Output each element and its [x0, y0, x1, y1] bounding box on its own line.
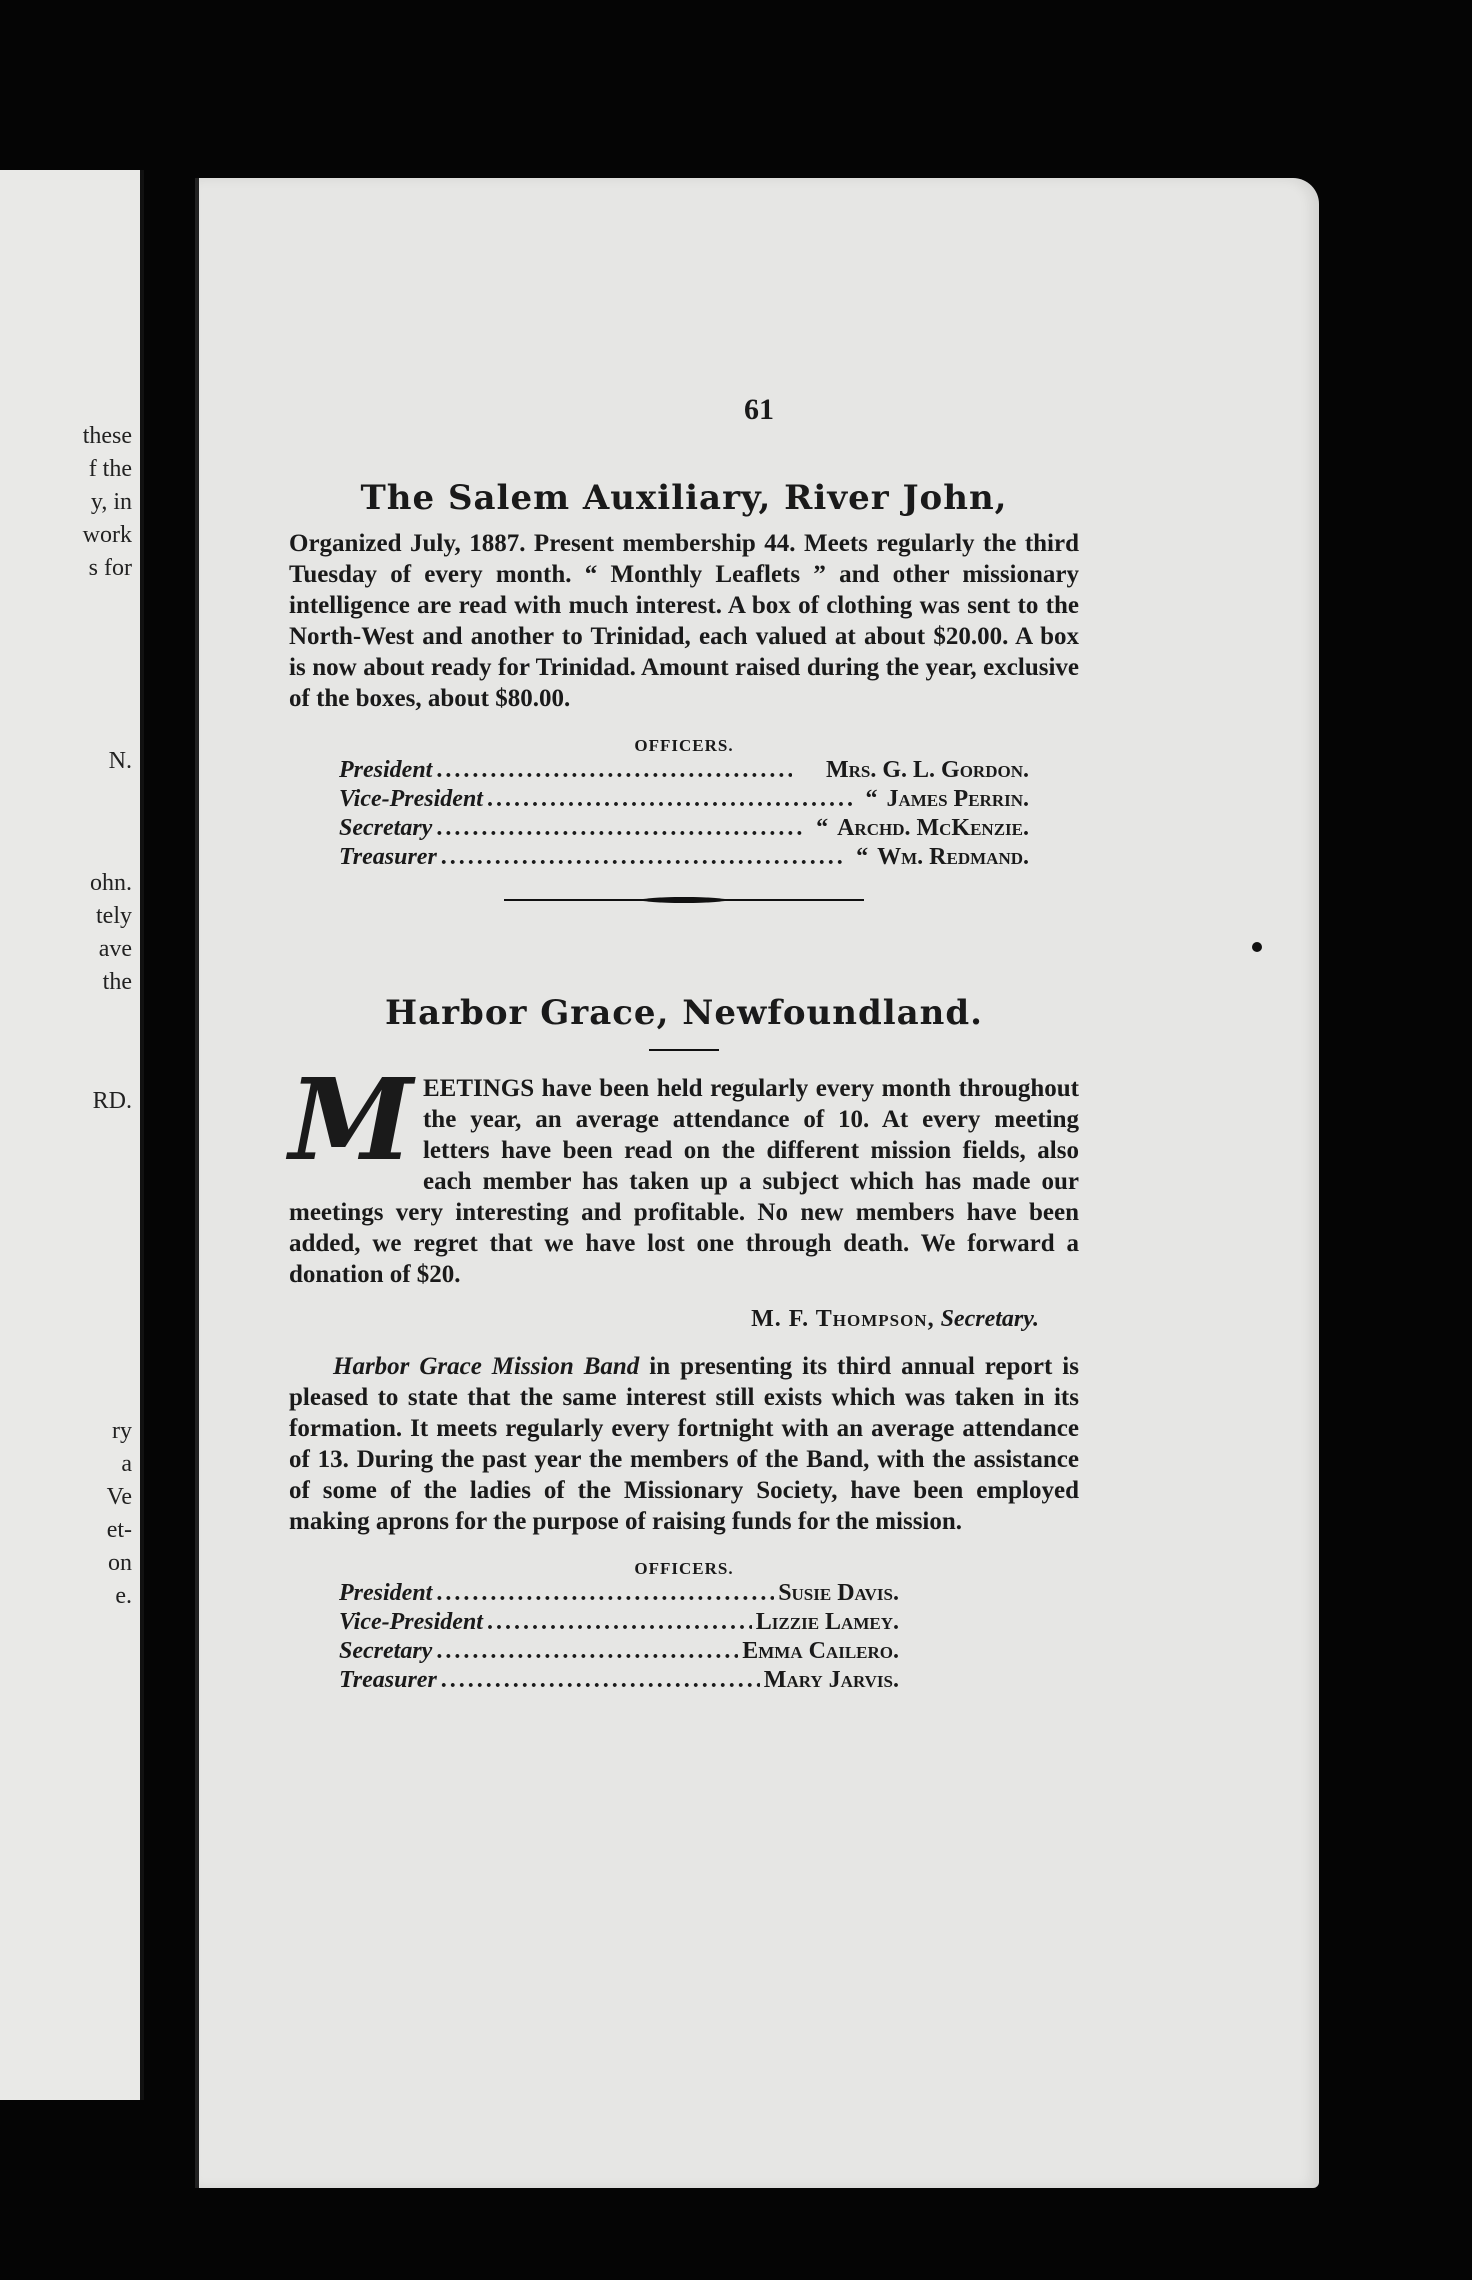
- drop-cap-letter: M: [289, 1055, 413, 1186]
- officer-row: [339, 785, 1029, 814]
- band-body: in presenting its third annual report is pleased to state that the same interest still exists which was taken in its formation. It meets regularly every fortnight with an average attendance of 13. During the past year the members of the Band, with the assistance of some of the ladies of the Missionary Society, have been employed making aprons for the purpose of raising funds for the mission.: [289, 1353, 1079, 1535]
- facing-text-fragment: et-: [106, 1517, 132, 1543]
- ink-speck: [1252, 942, 1262, 952]
- officer-row: [339, 1666, 899, 1695]
- leader-dots: [436, 1579, 774, 1608]
- officer-name: Susie Davis.: [778, 1580, 899, 1606]
- officers-heading: OFFICERS.: [634, 736, 734, 755]
- officers-list: [339, 756, 1029, 872]
- officer-name: James Perrin.: [886, 786, 1029, 812]
- facing-text-fragment: a: [121, 1451, 132, 1477]
- officer-name: Archd. McKenzie.: [837, 815, 1029, 841]
- facing-text-fragment: e.: [115, 1583, 132, 1609]
- title-rule: [649, 1049, 719, 1051]
- officer-name: Wm. Redmand.: [877, 844, 1029, 870]
- leader-dots: [487, 785, 852, 814]
- facing-text-fragment: ave: [98, 936, 132, 962]
- facing-text-fragment: y, in: [90, 489, 132, 515]
- leader-dots: [441, 843, 843, 872]
- page-number: 61: [744, 393, 774, 426]
- band-name: Harbor Grace Mission Band: [333, 1353, 640, 1380]
- officer-role: Secretary: [339, 1638, 433, 1664]
- facing-text-fragment: the: [102, 969, 132, 995]
- officer-role: Vice-President: [339, 786, 483, 812]
- officer-row: [339, 1637, 899, 1666]
- officer-name: Lizzie Lamey.: [755, 1609, 899, 1635]
- facing-text-fragment: N.: [108, 748, 132, 774]
- leader-dots: [436, 756, 792, 785]
- officers-heading: OFFICERS.: [634, 1559, 734, 1578]
- section-body: Organized July, 1887. Present membership 44. Meets regularly the third Tuesday of every month. “ Monthly Leaflets ” and other missionary intelligence are read with much interest. A box of clothing was sent to the North-West and another to Trinidad, each valued at about $20.00. A box is now about ready for Trinidad. Amount raised during the year, exclusive of the boxes, about $80.00.: [289, 530, 1079, 712]
- facing-text-fragment: s for: [88, 555, 132, 581]
- officer-role: Treasurer: [339, 1667, 437, 1693]
- facing-text-fragment: RD.: [92, 1088, 132, 1114]
- facing-text-fragment: work: [82, 522, 132, 548]
- mission-band-paragraph: [289, 1351, 1079, 1537]
- officer-name: Emma Cailero.: [742, 1638, 899, 1664]
- signature-name: M. F. Thompson,: [751, 1306, 935, 1332]
- harbor-grace-section: [289, 993, 1079, 1695]
- officer-role: President: [339, 757, 433, 783]
- ornamental-divider: [504, 898, 864, 902]
- officer-name: Mrs. G. L. Gordon.: [825, 757, 1029, 783]
- facing-text-fragment: tely: [96, 903, 132, 929]
- officer-role: Vice-President: [339, 1609, 483, 1635]
- leader-dots: [436, 1637, 738, 1666]
- officers-list: [339, 1579, 899, 1695]
- officer-row: [339, 1579, 899, 1608]
- ditto-mark: “: [865, 786, 878, 812]
- officer-name: Mary Jarvis.: [763, 1667, 899, 1693]
- book-page: [195, 178, 1319, 2188]
- facing-text-fragment: ry: [112, 1418, 132, 1444]
- leader-dots: [436, 814, 803, 843]
- leader-dots: [441, 1666, 760, 1695]
- facing-page-edge: [0, 170, 144, 2100]
- officer-row: [339, 1608, 899, 1637]
- section-title: The Salem Auxiliary, River John,: [360, 478, 1008, 518]
- section-body: [289, 1055, 1079, 1290]
- signature-title: Secretary.: [940, 1306, 1039, 1332]
- officer-row: [339, 756, 1029, 785]
- officer-role: Treasurer: [339, 844, 437, 870]
- leader-dots: [487, 1608, 752, 1637]
- body-text: EETINGS have been held regularly every month throughout the year, an average attendance of 10. At every meeting letters have been read on the different mission fields, also each member has taken up a subject which has made our meetings very interesting and profitable. No new members have been added, we regret that we have lost one through death. We forward a donation of $20.: [289, 1075, 1079, 1288]
- signature-line: [289, 1306, 1079, 1333]
- ditto-mark: “: [816, 815, 829, 841]
- salem-auxiliary-section: [289, 478, 1079, 902]
- facing-text-fragment: these: [82, 423, 132, 449]
- facing-text-fragment: Ve: [106, 1484, 132, 1510]
- facing-text-fragment: on: [108, 1550, 132, 1576]
- officer-row: [339, 843, 1029, 872]
- section-title: Harbor Grace, Newfoundland.: [384, 993, 984, 1033]
- officer-row: [339, 814, 1029, 843]
- facing-text-fragment: f the: [88, 456, 132, 482]
- facing-text-fragment: ohn.: [90, 870, 132, 896]
- ditto-mark: “: [856, 844, 869, 870]
- officer-role: President: [339, 1580, 433, 1606]
- officer-role: Secretary: [339, 815, 433, 841]
